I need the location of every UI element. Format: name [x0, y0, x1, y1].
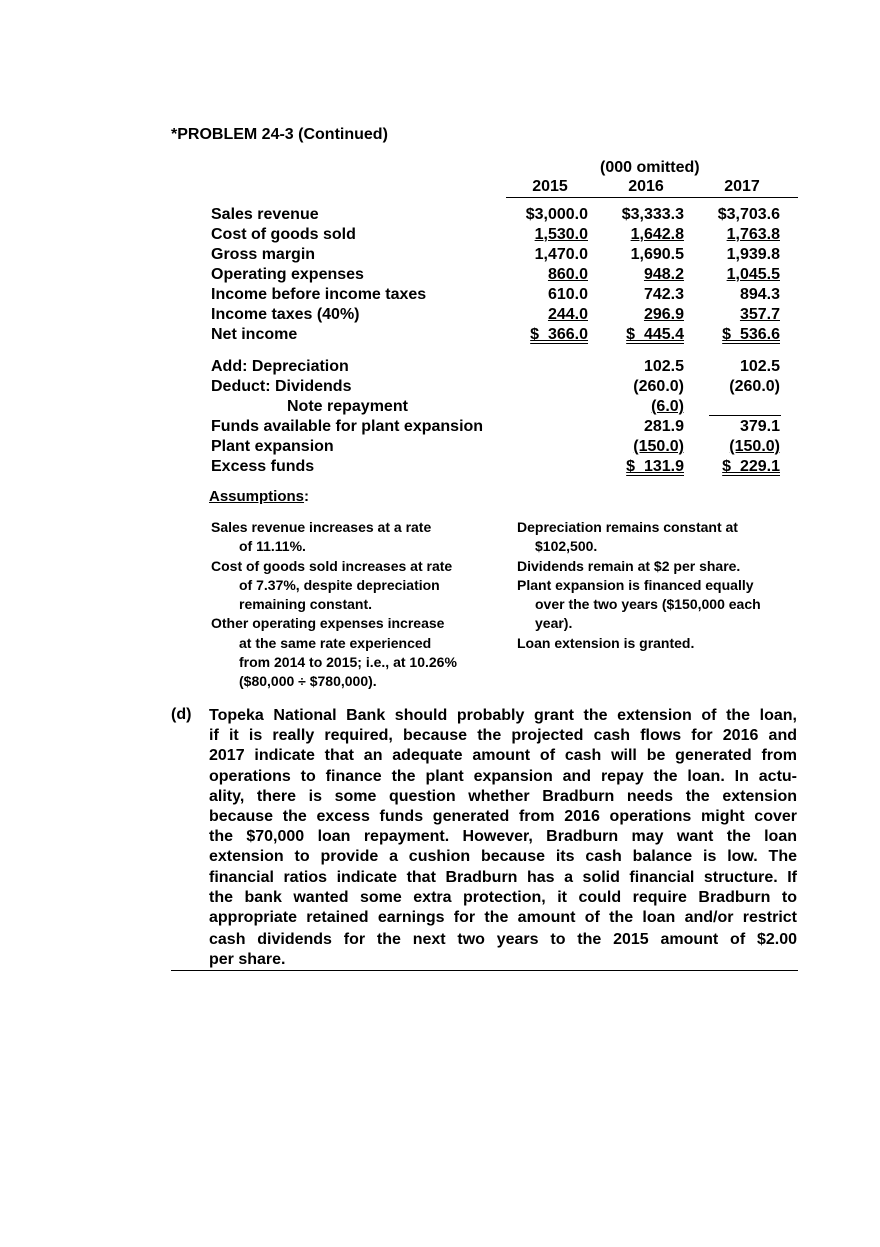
table-row [0, 417, 880, 437]
cell-2017: 1,045.5 [726, 266, 780, 283]
assumption-line: Loan extension is granted. [517, 634, 695, 651]
paragraph-line: ality, there is some question whether Bradburn needs the extension [209, 787, 797, 805]
row-label: Plant expansion [211, 438, 334, 455]
assumption-line: remaining constant. [239, 596, 373, 613]
cell-2016: 281.9 [643, 418, 684, 435]
row-label: Funds available for plant expansion [211, 418, 484, 435]
year-header-2015: 2015 [532, 178, 568, 195]
paragraph-line: financial ratios indicate that Bradburn has a solid financial structure. If [209, 868, 797, 886]
paragraph-line: appropriate retained earnings for the amount of the loan and/or restrict [209, 908, 797, 926]
paragraph-line: 2017 indicate that an adequate amount of cash will be generated from [209, 747, 797, 765]
cell-2017: $ 536.6 [722, 326, 780, 343]
assumption-line: Other operating expenses increase [211, 615, 445, 632]
row-label: Sales revenue [211, 206, 319, 223]
cell-2016: $3,333.3 [621, 206, 684, 223]
cell-2016: 102.5 [643, 358, 684, 375]
assumption-line: Plant expansion is financed equally [517, 576, 754, 593]
row-label: Deduct: Dividends [211, 378, 352, 395]
paragraph-line: extension to provide a cushion because its cash balance is low. The [209, 848, 797, 866]
paragraph-line: operations to finance the plant expansion and repay the loan. In actu- [209, 767, 797, 785]
cell-2016: $ 131.9 [626, 458, 684, 475]
part-d-label: (d) [171, 706, 192, 723]
assumption-line: of 11.11%. [239, 538, 306, 555]
row-label: Income taxes (40%) [211, 306, 360, 323]
table-row [0, 325, 880, 345]
cell-2017: 102.5 [739, 358, 780, 375]
cell-2017: 1,939.8 [726, 246, 780, 263]
assumptions-left-column [211, 518, 457, 692]
assumption-line: at the same rate experienced [239, 634, 432, 651]
bottom-rule [171, 970, 798, 971]
cell-2016: 296.9 [643, 306, 684, 323]
blank-rule-2017 [709, 415, 781, 416]
cell-2017: 379.1 [739, 418, 780, 435]
header-rule [506, 197, 798, 198]
cell-2017: $3,703.6 [717, 206, 780, 223]
row-label: Cost of goods sold [211, 226, 356, 243]
assumptions-right-column [517, 518, 761, 653]
cell-2017: 1,763.8 [726, 226, 780, 243]
table-row [0, 205, 880, 225]
paragraph-line: Topeka National Bank should probably grant the extension of the loan, [209, 707, 797, 724]
row-label: Operating expenses [211, 266, 364, 283]
cell-2015: $3,000.0 [525, 206, 588, 223]
table-row [0, 397, 880, 417]
cell-2016: (6.0) [651, 398, 684, 415]
cell-2016: (150.0) [633, 438, 684, 455]
assumption-line: of 7.37%, despite depreciation [239, 576, 440, 593]
assumption-line: Dividends remain at $2 per share. [517, 557, 741, 574]
assumption-line: year). [535, 615, 573, 632]
row-label: Excess funds [211, 458, 315, 475]
paragraph-line: if it is really required, because the projected cash flows for 2016 and [209, 727, 797, 745]
table-row [0, 225, 880, 245]
assumption-line: Cost of goods sold increases at rate [211, 557, 453, 574]
cell-2016: 1,642.8 [630, 226, 684, 243]
assumption-line: ($80,000 ÷ $780,000). [239, 673, 377, 690]
assumptions-heading-colon: : [304, 488, 310, 505]
assumptions-heading [209, 488, 309, 505]
table-row [0, 265, 880, 285]
cell-2015: 244.0 [547, 306, 588, 323]
assumption-line: Sales revenue increases at a rate [211, 519, 432, 535]
row-label: Add: Depreciation [211, 358, 349, 375]
row-label: Income before income taxes [211, 286, 427, 303]
year-header-2016: 2016 [628, 178, 664, 195]
paragraph-line: the $70,000 loan repayment. However, Bradburn may want the loan [209, 828, 797, 846]
row-label: Net income [211, 326, 298, 343]
cell-2017: 894.3 [739, 286, 780, 303]
paragraph-line: the bank wanted some extra protection, it could require Bradburn to [209, 888, 797, 906]
cell-2015: 1,530.0 [534, 226, 588, 243]
assumptions-heading-text: Assumptions [209, 488, 305, 505]
paragraph-line: because the excess funds generated from 2016 operations might cover [209, 807, 797, 825]
table-row [0, 457, 880, 477]
table-row [0, 377, 880, 397]
assumption-line: $102,500. [535, 538, 598, 555]
row-label: Gross margin [211, 246, 316, 263]
table-row [0, 285, 880, 305]
cell-2016: (260.0) [633, 378, 684, 395]
units-note: (000 omitted) [600, 159, 700, 176]
cell-2016: $ 445.4 [626, 326, 684, 343]
assumption-line: over the two years ($150,000 each [535, 596, 761, 613]
cell-2016: 1,690.5 [630, 246, 684, 263]
cell-2015: $ 366.0 [530, 326, 588, 343]
cell-2015: 1,470.0 [534, 246, 588, 263]
cell-2017: (260.0) [729, 378, 780, 395]
table-row [0, 357, 880, 377]
table-row [0, 305, 880, 325]
cell-2016: 742.3 [643, 286, 684, 303]
cell-2017: (150.0) [729, 438, 780, 455]
cell-2015: 610.0 [547, 286, 588, 303]
cell-2017: 357.7 [739, 306, 780, 323]
cell-2015: 860.0 [547, 266, 588, 283]
paragraph-line: cash dividends for the next two years to the 2015 amount of $2.00 [209, 931, 797, 949]
cell-2017: $ 229.1 [722, 458, 780, 475]
cell-2016: 948.2 [643, 266, 684, 283]
table-row [0, 245, 880, 265]
paragraph-line: per share. [209, 951, 286, 969]
assumption-line: Depreciation remains constant at [517, 519, 738, 535]
page-title: *PROBLEM 24-3 (Continued) [171, 126, 388, 143]
row-label: Note repayment [287, 398, 408, 415]
assumption-line: from 2014 to 2015; i.e., at 10.26% [239, 654, 457, 671]
table-row [0, 437, 880, 457]
year-header-2017: 2017 [724, 178, 760, 195]
part-d-paragraph [209, 706, 797, 970]
